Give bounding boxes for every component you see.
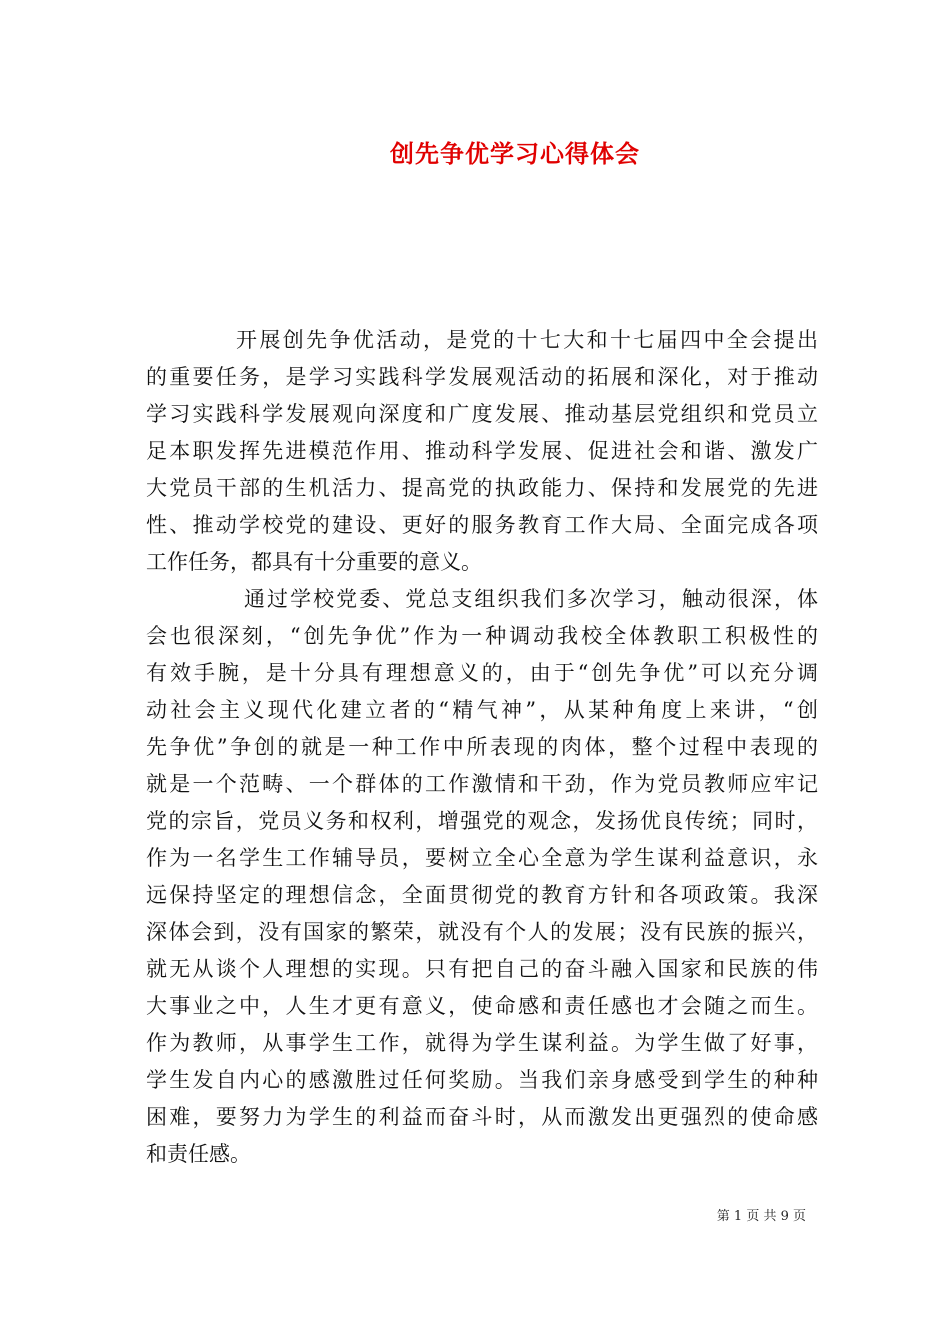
text-line: 先争优”争创的就是一种工作中所表现的肉体，整个过程中表现的 [146,735,818,759]
text-line: 困难，要努力为学生的利益而奋斗时，从而激发出更强烈的使命感 [146,1105,818,1129]
document-body [146,322,818,1173]
page-number-label: 第 1 页 共 9 页 [716,1209,806,1224]
text-line: 深体会到，没有国家的繁荣，就没有个人的发展；没有民族的振兴， [146,920,818,944]
text-line: 远保持坚定的理想信念，全面贯彻党的教育方针和各项政策。我深 [146,883,818,907]
text-line: 性、推动学校党的建设、更好的服务教育工作大局、全面完成各项 [146,513,818,537]
text-line: 会也很深刻，“创先争优”作为一种调动我校全体教职工积极性的 [146,624,818,648]
text-line: 学习实践科学发展观向深度和广度发展、推动基层党组织和党员立 [146,402,818,426]
text-line: 党的宗旨，党员义务和权利，增强党的观念，发扬优良传统；同时， [146,809,818,833]
text-line: 的重要任务，是学习实践科学发展观活动的拓展和深化，对于推动 [146,365,818,389]
text-line: 通过学校党委、党总支组织我们多次学习，触动很深，体 [244,587,818,611]
text-line: 开展创先争优活动，是党的十七大和十七届四中全会提出 [236,328,818,352]
document-title: 创先争优学习心得体会 [390,140,640,168]
text-line: 就无从谈个人理想的实现。只有把自己的奋斗融入国家和民族的伟 [146,957,818,981]
text-line: 大党员干部的生机活力、提高党的执政能力、保持和发展党的先进 [146,476,818,500]
text-line: 大事业之中，人生才更有意义，使命感和责任感也才会随之而生。 [146,994,818,1018]
text-line: 有效手腕，是十分具有理想意义的，由于“创先争优”可以充分调 [146,661,818,685]
text-line: 学生发自内心的感激胜过任何奖励。当我们亲身感受到学生的种种 [146,1068,818,1092]
text-line: 和责任感。 [146,1142,251,1166]
paragraph-1 [146,322,818,581]
text-line: 作为教师，从事学生工作，就得为学生谋利益。为学生做了好事， [146,1031,818,1055]
text-line: 动社会主义现代化建立者的“精气神”，从某种角度上来讲，“创 [146,698,818,722]
text-line: 就是一个范畴、一个群体的工作激情和干劲，作为党员教师应牢记 [146,772,818,796]
text-line: 作为一名学生工作辅导员，要树立全心全意为学生谋利益意识，永 [146,846,818,870]
page-number-footer [717,1205,806,1224]
text-line: 足本职发挥先进模范作用、推动科学发展、促进社会和谐、激发广 [146,439,818,463]
text-line: 工作任务，都具有十分重要的意义。 [146,550,482,574]
paragraph-2 [146,581,818,1173]
